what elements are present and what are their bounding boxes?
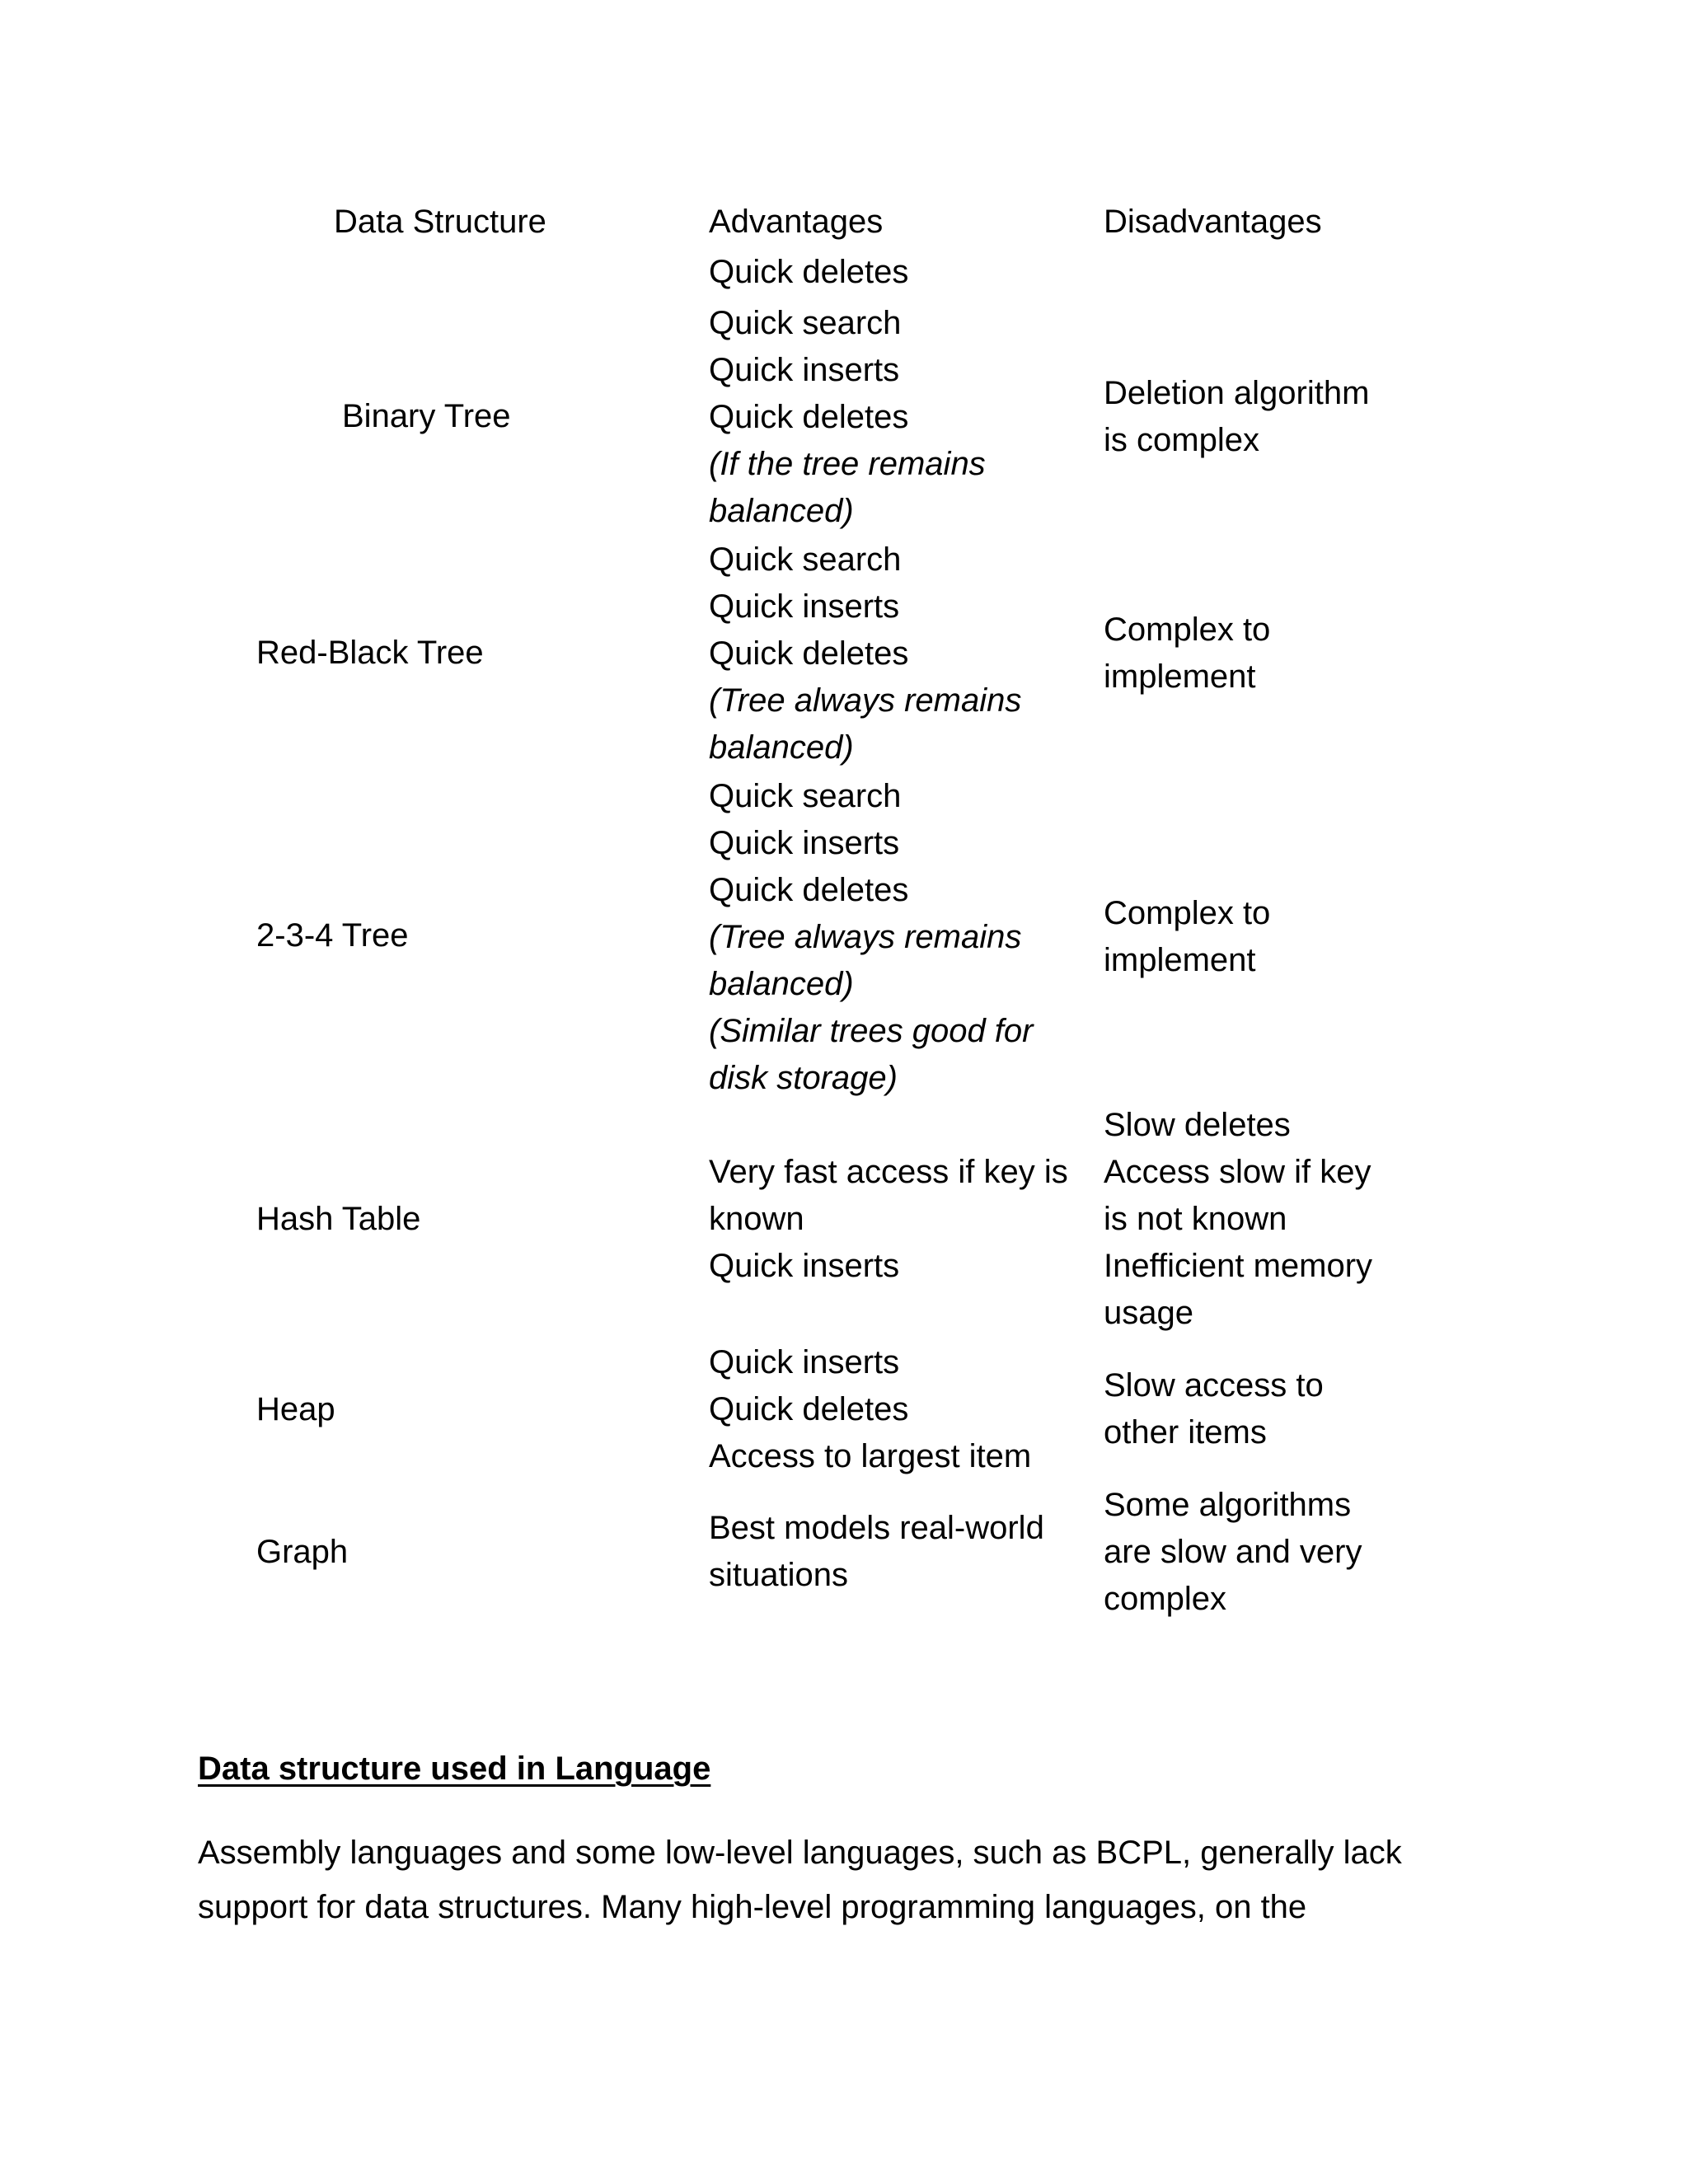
advantages-2-3-4-tree xyxy=(709,773,1033,1102)
advantage-note: disk storage) xyxy=(709,1060,898,1096)
disadvantage-item: implement xyxy=(1104,942,1256,978)
advantage-item: Very fast access if key is xyxy=(709,1154,1068,1190)
disadvantage-item: is not known xyxy=(1104,1201,1287,1237)
advantage-note: (If the tree remains xyxy=(709,446,986,482)
row-name-graph: Graph xyxy=(256,1534,349,1570)
advantage-note: balanced) xyxy=(709,493,854,529)
row-name-heap: Heap xyxy=(256,1391,335,1427)
disadvantage-item: implement xyxy=(1104,658,1256,695)
disadvantage-item: usage xyxy=(1104,1295,1193,1331)
advantage-item: Quick inserts xyxy=(709,1248,900,1284)
disadvantage-item: is complex xyxy=(1104,422,1259,458)
advantage-item: Quick inserts xyxy=(709,352,900,388)
advantage-item: Best models real-world xyxy=(709,1510,1044,1546)
disadvantages-graph xyxy=(1104,1482,1362,1623)
disadvantages-2-3-4-tree xyxy=(1104,890,1270,984)
header-data-structure: Data Structure xyxy=(334,204,546,240)
advantage-item: Quick inserts xyxy=(709,825,900,861)
disadvantage-item: Inefficient memory xyxy=(1104,1248,1373,1284)
advantages-red-black-tree xyxy=(709,537,1021,771)
disadvantage-item: are slow and very xyxy=(1104,1534,1362,1570)
advantage-item: Quick deletes xyxy=(709,635,909,672)
partial-advantage: Quick deletes xyxy=(709,254,909,290)
disadvantages-heap xyxy=(1104,1362,1324,1456)
advantage-item: situations xyxy=(709,1557,848,1593)
row-name-binary-tree: Binary Tree xyxy=(342,398,511,434)
disadvantage-item: Access slow if key xyxy=(1104,1154,1372,1190)
disadvantages-binary-tree xyxy=(1104,370,1369,464)
header-advantages: Advantages xyxy=(709,204,884,240)
disadvantages-red-black-tree xyxy=(1104,607,1270,701)
disadvantage-item: Slow deletes xyxy=(1104,1107,1291,1143)
section-paragraph: Assembly languages and some low-level languages, such as BCPL, generally lack support for data structures. Many high-level programming languages, on the xyxy=(198,1835,1402,1925)
row-name-2-3-4-tree: 2-3-4 Tree xyxy=(256,917,409,954)
disadvantage-item: Some algorithms xyxy=(1104,1487,1352,1523)
advantages-graph xyxy=(709,1505,1044,1599)
row-name-red-black-tree: Red-Black Tree xyxy=(256,635,484,671)
advantage-note: balanced) xyxy=(709,729,854,766)
disadvantage-item: complex xyxy=(1104,1581,1226,1617)
advantages-hash-table xyxy=(709,1149,1068,1290)
header-disadvantages: Disadvantages xyxy=(1104,204,1322,240)
advantage-note: (Tree always remains xyxy=(709,682,1022,719)
advantage-item: Quick inserts xyxy=(709,588,900,625)
disadvantage-item: Complex to xyxy=(1104,612,1271,648)
advantage-item: Quick search xyxy=(709,305,902,341)
advantage-item: Access to largest item xyxy=(709,1438,1032,1474)
advantage-item: Quick search xyxy=(709,778,902,814)
advantage-note: balanced) xyxy=(709,966,854,1002)
advantage-item: known xyxy=(709,1201,804,1237)
section-heading: Data structure used in Language xyxy=(198,1750,711,1787)
disadvantage-item: Slow access to xyxy=(1104,1367,1324,1404)
advantage-note: (Tree always remains xyxy=(709,919,1022,955)
advantage-note: (Similar trees good for xyxy=(709,1013,1034,1049)
advantages-binary-tree xyxy=(709,300,986,535)
disadvantages-hash-table xyxy=(1104,1102,1372,1337)
row-name-hash-table: Hash Table xyxy=(256,1201,421,1237)
disadvantage-item: other items xyxy=(1104,1414,1267,1451)
advantage-item: Quick search xyxy=(709,541,902,578)
disadvantage-item: Complex to xyxy=(1104,895,1271,931)
advantage-item: Quick deletes xyxy=(709,399,909,435)
advantage-item: Quick deletes xyxy=(709,1391,909,1427)
disadvantage-item: Deletion algorithm xyxy=(1104,375,1370,411)
advantages-heap xyxy=(709,1339,1031,1480)
advantage-item: Quick inserts xyxy=(709,1344,900,1380)
advantage-item: Quick deletes xyxy=(709,872,909,908)
